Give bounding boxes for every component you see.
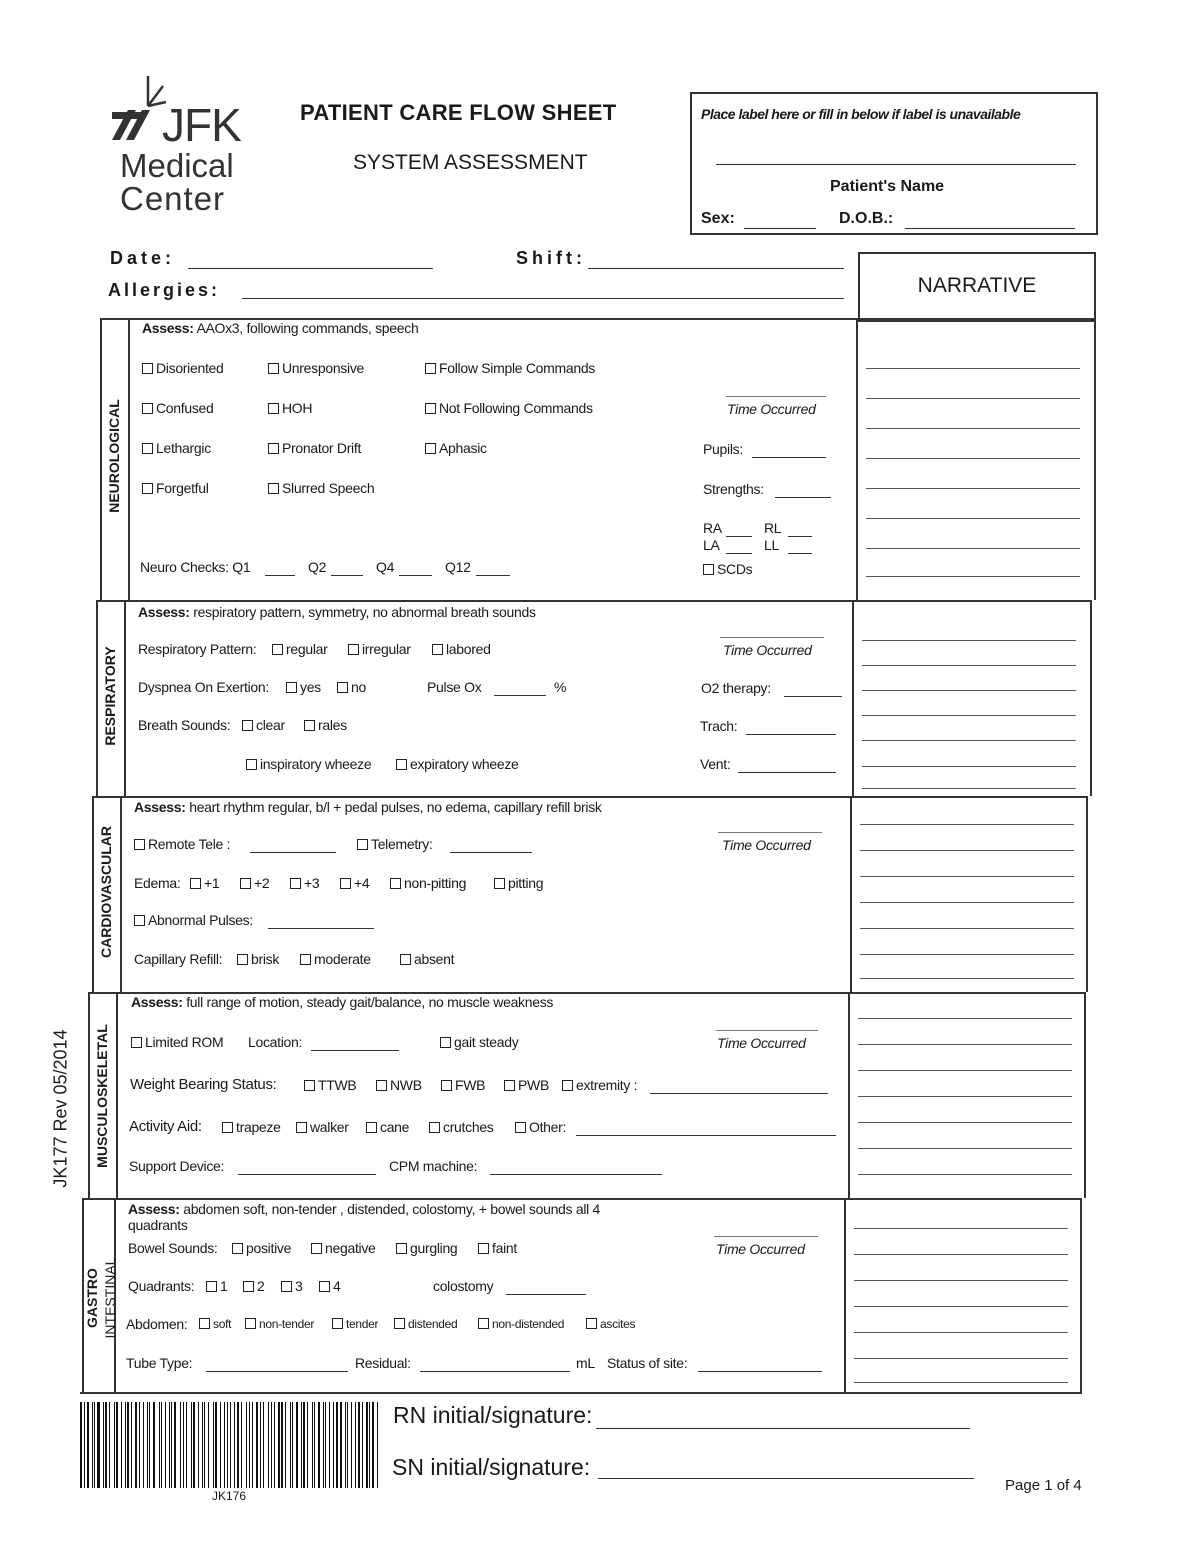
neuro-opt-aphasic[interactable]: Aphasic — [425, 440, 487, 456]
musc-wb: Weight Bearing Status: — [130, 1076, 277, 1093]
barcode-bar — [169, 1402, 170, 1488]
telemetry-field[interactable] — [450, 852, 532, 853]
cardio-opt-abnormal[interactable]: Abnormal Pulses: — [134, 912, 253, 928]
neuro-q2: Q2 — [308, 559, 327, 575]
tube-field[interactable] — [206, 1371, 348, 1372]
resp-section-label: RESPIRATORY — [102, 646, 118, 746]
o2-field[interactable] — [784, 696, 842, 697]
form-revision: JK177 Rev 05/2014 — [50, 1029, 71, 1188]
barcode-bar — [274, 1402, 275, 1488]
barcode-bar — [149, 1402, 151, 1488]
aid-opt-cane[interactable]: cane — [366, 1119, 409, 1135]
neuro-opt-hoh[interactable]: HOH — [268, 400, 312, 416]
neuro-q12: Q12 — [445, 559, 471, 575]
bowel-opt-faint[interactable]: faint — [478, 1240, 517, 1256]
resp-opt-yes[interactable]: yes — [286, 679, 321, 695]
barcode-bar — [94, 1402, 95, 1488]
barcode-bar — [116, 1402, 118, 1488]
narrative-header-box — [858, 252, 1096, 322]
barcode-bar — [325, 1402, 326, 1488]
barcode-bar — [268, 1402, 270, 1488]
bowel-opt-gurgling[interactable]: gurgling — [396, 1240, 457, 1256]
barcode-bar — [103, 1402, 104, 1488]
resp-assess: Assess: respiratory pattern, symmetry, no abnormal breath sounds — [138, 604, 536, 620]
ll-field[interactable] — [788, 553, 812, 554]
barcode-bar — [165, 1402, 166, 1488]
narrative-title: NARRATIVE — [917, 274, 1037, 297]
barcode-bar — [271, 1402, 272, 1488]
abd-opt-tender[interactable]: tender — [332, 1317, 378, 1331]
musc-assess: Assess: full range of motion, steady gait/balance, no muscle weakness — [131, 994, 554, 1010]
gi-section-label: GASTRO — [84, 1268, 100, 1328]
cardio-section-label: CARDIOVASCULAR — [98, 826, 114, 958]
resp-opt-exp[interactable]: expiratory wheeze — [396, 756, 519, 772]
cardio-time-occurred: Time Occurred — [722, 837, 811, 853]
barcode-bar — [135, 1402, 137, 1488]
edema-opt-nonpitting[interactable]: non-pitting — [390, 875, 466, 891]
gi-assess: Assess: abdomen soft, non-tender , distended, colostomy, + bowel sounds all 4 — [128, 1201, 601, 1217]
bowel-opt-positive[interactable]: positive — [232, 1240, 291, 1256]
aid-opt-walker[interactable]: walker — [296, 1119, 349, 1135]
neuro-q4: Q4 — [376, 559, 395, 575]
neuro-checks: Neuro Checks: Q1 — [140, 559, 251, 575]
neuro-la: LA — [703, 537, 720, 553]
resp-o2: O2 therapy: — [701, 680, 771, 696]
ra-field[interactable] — [726, 536, 752, 537]
logo — [108, 72, 278, 222]
barcode-bar — [336, 1402, 338, 1488]
barcode-bar — [301, 1402, 302, 1488]
neuro-assess: Assess: AAOx3, following commands, speech — [142, 320, 419, 336]
barcode-bar — [80, 1402, 82, 1488]
barcode-bar — [143, 1402, 144, 1488]
musc-opt-limited[interactable]: Limited ROM — [131, 1034, 223, 1050]
neuro-opt-scds[interactable]: SCDs — [703, 561, 752, 577]
aid-opt-crutches[interactable]: crutches — [429, 1119, 494, 1135]
barcode-bar — [292, 1402, 293, 1488]
date-label: Date: — [110, 248, 176, 268]
resp-opt-labored[interactable]: labored — [432, 641, 491, 657]
resp-time-occurred: Time Occurred — [723, 642, 812, 658]
resp-pulse-ox: Pulse Ox — [427, 679, 482, 695]
cardio-opt-telemetry[interactable]: Telemetry: — [357, 836, 433, 852]
wb-opt-ttwb[interactable]: TTWB — [304, 1077, 356, 1093]
barcode-bar — [213, 1402, 214, 1488]
gi-site: Status of site: — [607, 1355, 688, 1371]
logo-mark-icon — [108, 72, 168, 142]
barcode-bar — [303, 1402, 305, 1488]
barcode-bar — [285, 1402, 286, 1488]
wb-opt-nwb[interactable]: NWB — [376, 1077, 422, 1093]
quad-opt-3[interactable]: 3 — [281, 1278, 303, 1294]
musc-section-label: MUSCULOSKELETAL — [94, 1024, 110, 1168]
resp-opt-no[interactable]: no — [337, 679, 366, 695]
barcode-bar — [333, 1402, 334, 1488]
barcode-bar — [174, 1402, 176, 1488]
barcode-bar — [204, 1402, 206, 1488]
barcode-bar — [92, 1402, 93, 1488]
gi-residual: Residual: — [355, 1355, 411, 1371]
shift-label: Shift: — [516, 248, 586, 268]
dob-field[interactable] — [905, 228, 1075, 229]
neuro-opt-slurred[interactable]: Slurred Speech — [268, 480, 374, 496]
resp-percent: % — [554, 679, 567, 695]
barcode-bar — [329, 1402, 331, 1488]
neuro-pupils: Pupils: — [703, 441, 743, 457]
support-field[interactable] — [238, 1174, 376, 1175]
barcode-code: JK176 — [212, 1489, 247, 1503]
barcode-bar — [147, 1402, 148, 1488]
barcode-bar — [281, 1402, 283, 1488]
barcode-bar — [198, 1402, 199, 1488]
site-field[interactable] — [698, 1371, 822, 1372]
allergies-field[interactable] — [242, 298, 844, 299]
neuro-section-label: NEUROLOGICAL — [106, 399, 122, 513]
abd-opt-nontender[interactable]: non-tender — [245, 1317, 314, 1331]
neuro-ra: RA — [703, 520, 722, 536]
barcode-bar — [109, 1402, 111, 1488]
barcode-bar — [355, 1402, 356, 1488]
barcode-bar — [260, 1402, 261, 1488]
barcode-bar — [314, 1402, 316, 1488]
abd-opt-nondistended[interactable]: non-distended — [478, 1317, 564, 1331]
cap-opt-moderate[interactable]: moderate — [300, 951, 371, 967]
barcode-bar — [377, 1402, 378, 1488]
barcode-bar — [345, 1402, 346, 1488]
barcode-bar — [340, 1402, 342, 1488]
logo-line2: Center — [120, 180, 226, 217]
neuro-opt-confused[interactable]: Confused — [142, 400, 214, 416]
resp-opt-regular[interactable]: regular — [272, 641, 327, 657]
resp-opt-clear[interactable]: clear — [242, 717, 285, 733]
cpm-field[interactable] — [490, 1174, 662, 1175]
page-subtitle: SYSTEM ASSESSMENT — [353, 151, 588, 174]
dob-label: D.O.B.: — [839, 210, 894, 227]
barcode-bar — [351, 1402, 353, 1488]
barcode-bar — [186, 1402, 188, 1488]
cardio-edema: Edema: — [134, 875, 181, 891]
barcode-bar — [296, 1402, 298, 1488]
barcode-bar — [159, 1402, 160, 1488]
barcode-bar — [312, 1402, 313, 1488]
barcode-bar — [121, 1402, 122, 1488]
gi-time-occurred: Time Occurred — [716, 1241, 805, 1257]
location-field[interactable] — [311, 1050, 399, 1051]
sex-field[interactable] — [744, 228, 816, 229]
resp-opt-insp[interactable]: inspiratory wheeze — [246, 756, 371, 772]
pupils-field[interactable] — [752, 457, 826, 458]
barcode-bar — [131, 1402, 132, 1488]
q1-field[interactable] — [265, 575, 295, 576]
allergies-label: Allergies: — [108, 280, 221, 300]
aid-opt-trapeze[interactable]: trapeze — [222, 1119, 281, 1135]
wb-opt-pwb[interactable]: PWB — [504, 1077, 549, 1093]
gi-assess-2: quadrants — [128, 1217, 188, 1233]
edema-opt-pitting[interactable]: pitting — [494, 875, 543, 891]
patient-name-label: Patient's Name — [830, 178, 945, 195]
sex-label: Sex: — [701, 210, 735, 227]
barcode-bar — [125, 1402, 126, 1488]
barcode-bar — [183, 1402, 184, 1488]
logo-brand: JFK — [162, 99, 241, 151]
resp-trach: Trach: — [700, 718, 738, 734]
rn-signature-field[interactable] — [596, 1428, 970, 1429]
barcode-bar — [249, 1402, 250, 1488]
barcode-bar — [191, 1402, 192, 1488]
resp-vent: Vent: — [700, 756, 731, 772]
neuro-opt-notfollow[interactable]: Not Following Commands — [425, 400, 593, 416]
gi-abd: Abdomen: — [126, 1316, 188, 1332]
barcode-bar — [358, 1402, 360, 1488]
gi-ml: mL — [576, 1355, 595, 1371]
abnormal-pulses-field[interactable] — [268, 928, 374, 929]
barcode-bar — [241, 1402, 242, 1488]
q2-field[interactable] — [331, 575, 363, 576]
resp-breath: Breath Sounds: — [138, 717, 231, 733]
cardio-cap: Capillary Refill: — [134, 951, 223, 967]
neuro-strengths: Strengths: — [703, 481, 764, 497]
barcode-bar — [224, 1402, 226, 1488]
trach-field[interactable] — [746, 734, 836, 735]
barcode-bar — [84, 1402, 85, 1488]
barcode-bar — [193, 1402, 195, 1488]
barcode-bar — [318, 1402, 320, 1488]
barcode-bar — [180, 1402, 182, 1488]
barcode-bar — [246, 1402, 248, 1488]
barcode-bar — [230, 1402, 231, 1488]
q12-field[interactable] — [476, 575, 510, 576]
sn-label: SN initial/signature: — [392, 1454, 591, 1480]
resp-opt-irregular[interactable]: irregular — [348, 641, 411, 657]
patient-label-box[interactable] — [690, 92, 1098, 235]
quad-opt-1[interactable]: 1 — [206, 1278, 228, 1294]
musc-cpm: CPM machine: — [389, 1158, 478, 1174]
bowel-opt-negative[interactable]: negative — [311, 1240, 376, 1256]
barcode-bar — [263, 1402, 265, 1488]
abd-opt-ascites[interactable]: ascites — [586, 1317, 635, 1331]
barcode — [80, 1402, 380, 1488]
barcode-bar — [290, 1402, 292, 1488]
barcode-bar — [127, 1402, 129, 1488]
strengths-field[interactable] — [775, 497, 831, 498]
barcode-bar — [237, 1402, 239, 1488]
cardio-opt-remote[interactable]: Remote Tele : — [134, 836, 230, 852]
neuro-opt-pronator[interactable]: Pronator Drift — [268, 440, 361, 456]
colostomy-field[interactable] — [506, 1294, 586, 1295]
rn-label: RN initial/signature: — [393, 1402, 593, 1428]
musc-opt-gait[interactable]: gait steady — [440, 1034, 518, 1050]
edema-opt-1[interactable]: +1 — [190, 875, 219, 891]
logo-line1: Medical — [120, 147, 234, 184]
musc-location: Location: — [248, 1034, 303, 1050]
aid-opt-other[interactable]: Other: — [515, 1119, 566, 1135]
barcode-bar — [202, 1402, 203, 1488]
edema-opt-4[interactable]: +4 — [340, 875, 369, 891]
barcode-bar — [256, 1402, 258, 1488]
barcode-bar — [87, 1402, 89, 1488]
resp-pattern: Respiratory Pattern: — [138, 641, 257, 657]
barcode-bar — [366, 1402, 368, 1488]
gi-quad: Quadrants: — [128, 1278, 195, 1294]
barcode-bar — [139, 1402, 141, 1488]
cap-opt-brisk[interactable]: brisk — [237, 951, 279, 967]
edema-opt-2[interactable]: +2 — [240, 875, 269, 891]
edema-opt-3[interactable]: +3 — [290, 875, 319, 891]
la-field[interactable] — [726, 553, 752, 554]
neuro-opt-disoriented[interactable]: Disoriented — [142, 360, 224, 376]
neuro-time-occurred: Time Occurred — [727, 401, 816, 417]
barcode-bar — [105, 1402, 107, 1488]
quad-opt-2[interactable]: 2 — [243, 1278, 265, 1294]
remote-tele-field[interactable] — [250, 852, 336, 853]
musc-aid: Activity Aid: — [129, 1118, 202, 1135]
barcode-bar — [227, 1402, 228, 1488]
neuro-opt-unresponsive[interactable]: Unresponsive — [268, 360, 364, 376]
other-field[interactable] — [576, 1135, 836, 1136]
page-title: PATIENT CARE FLOW SHEET — [300, 100, 617, 125]
gi-bowel: Bowel Sounds: — [128, 1240, 218, 1256]
barcode-bar — [369, 1402, 370, 1488]
barcode-bar — [153, 1402, 155, 1488]
sn-signature-field[interactable] — [598, 1478, 974, 1479]
rl-field[interactable] — [788, 536, 812, 537]
gi-section-label2: INTESTINAL — [102, 1257, 118, 1339]
q4-field[interactable] — [399, 575, 432, 576]
barcode-bar — [215, 1402, 217, 1488]
barcode-bar — [362, 1402, 363, 1488]
vent-field[interactable] — [738, 772, 836, 773]
neuro-opt-lethargic[interactable]: Lethargic — [142, 440, 211, 456]
neuro-rl: RL — [764, 520, 782, 536]
quad-opt-4[interactable]: 4 — [319, 1278, 341, 1294]
label-instruction: Place label here or fill in below if label is unavailable — [701, 106, 1021, 122]
barcode-bar — [234, 1402, 236, 1488]
gi-tube: Tube Type: — [126, 1355, 193, 1371]
barcode-bar — [278, 1402, 280, 1488]
residual-field[interactable] — [420, 1371, 570, 1372]
barcode-bar — [347, 1402, 348, 1488]
resp-dyspnea: Dyspnea On Exertion: — [138, 679, 269, 695]
barcode-bar — [171, 1402, 172, 1488]
page-number: Page 1 of 4 — [1005, 1477, 1082, 1494]
cardio-assess: Assess: heart rhythm regular, b/l + pedal pulses, no edema, capillary refill brisk — [134, 799, 602, 815]
cap-opt-absent[interactable]: absent — [400, 951, 454, 967]
barcode-bar — [220, 1402, 221, 1488]
shift-field[interactable] — [588, 268, 844, 269]
resp-opt-rales[interactable]: rales — [304, 717, 347, 733]
barcode-bar — [252, 1402, 253, 1488]
barcode-bar — [97, 1402, 99, 1488]
barcode-bar — [307, 1402, 308, 1488]
abd-opt-soft[interactable]: soft — [199, 1317, 231, 1331]
barcode-bar — [114, 1402, 115, 1488]
date-field[interactable] — [188, 268, 433, 269]
musc-support: Support Device: — [129, 1158, 225, 1174]
barcode-bar — [323, 1402, 324, 1488]
neuro-opt-forgetful[interactable]: Forgetful — [142, 480, 209, 496]
barcode-bar — [161, 1402, 163, 1488]
abd-opt-distended[interactable]: distended — [394, 1317, 457, 1331]
barcode-bar — [208, 1402, 210, 1488]
wb-opt-extremity[interactable]: extremity : — [562, 1077, 637, 1093]
neuro-opt-follow[interactable]: Follow Simple Commands — [425, 360, 595, 376]
neuro-ll: LL — [764, 537, 779, 553]
wb-opt-fwb[interactable]: FWB — [441, 1077, 485, 1093]
pulse-ox-field[interactable] — [494, 695, 546, 696]
barcode-bar — [372, 1402, 374, 1488]
musc-time-occurred: Time Occurred — [717, 1035, 806, 1051]
extremity-field[interactable] — [650, 1093, 828, 1094]
gi-colostomy: colostomy — [433, 1278, 494, 1294]
